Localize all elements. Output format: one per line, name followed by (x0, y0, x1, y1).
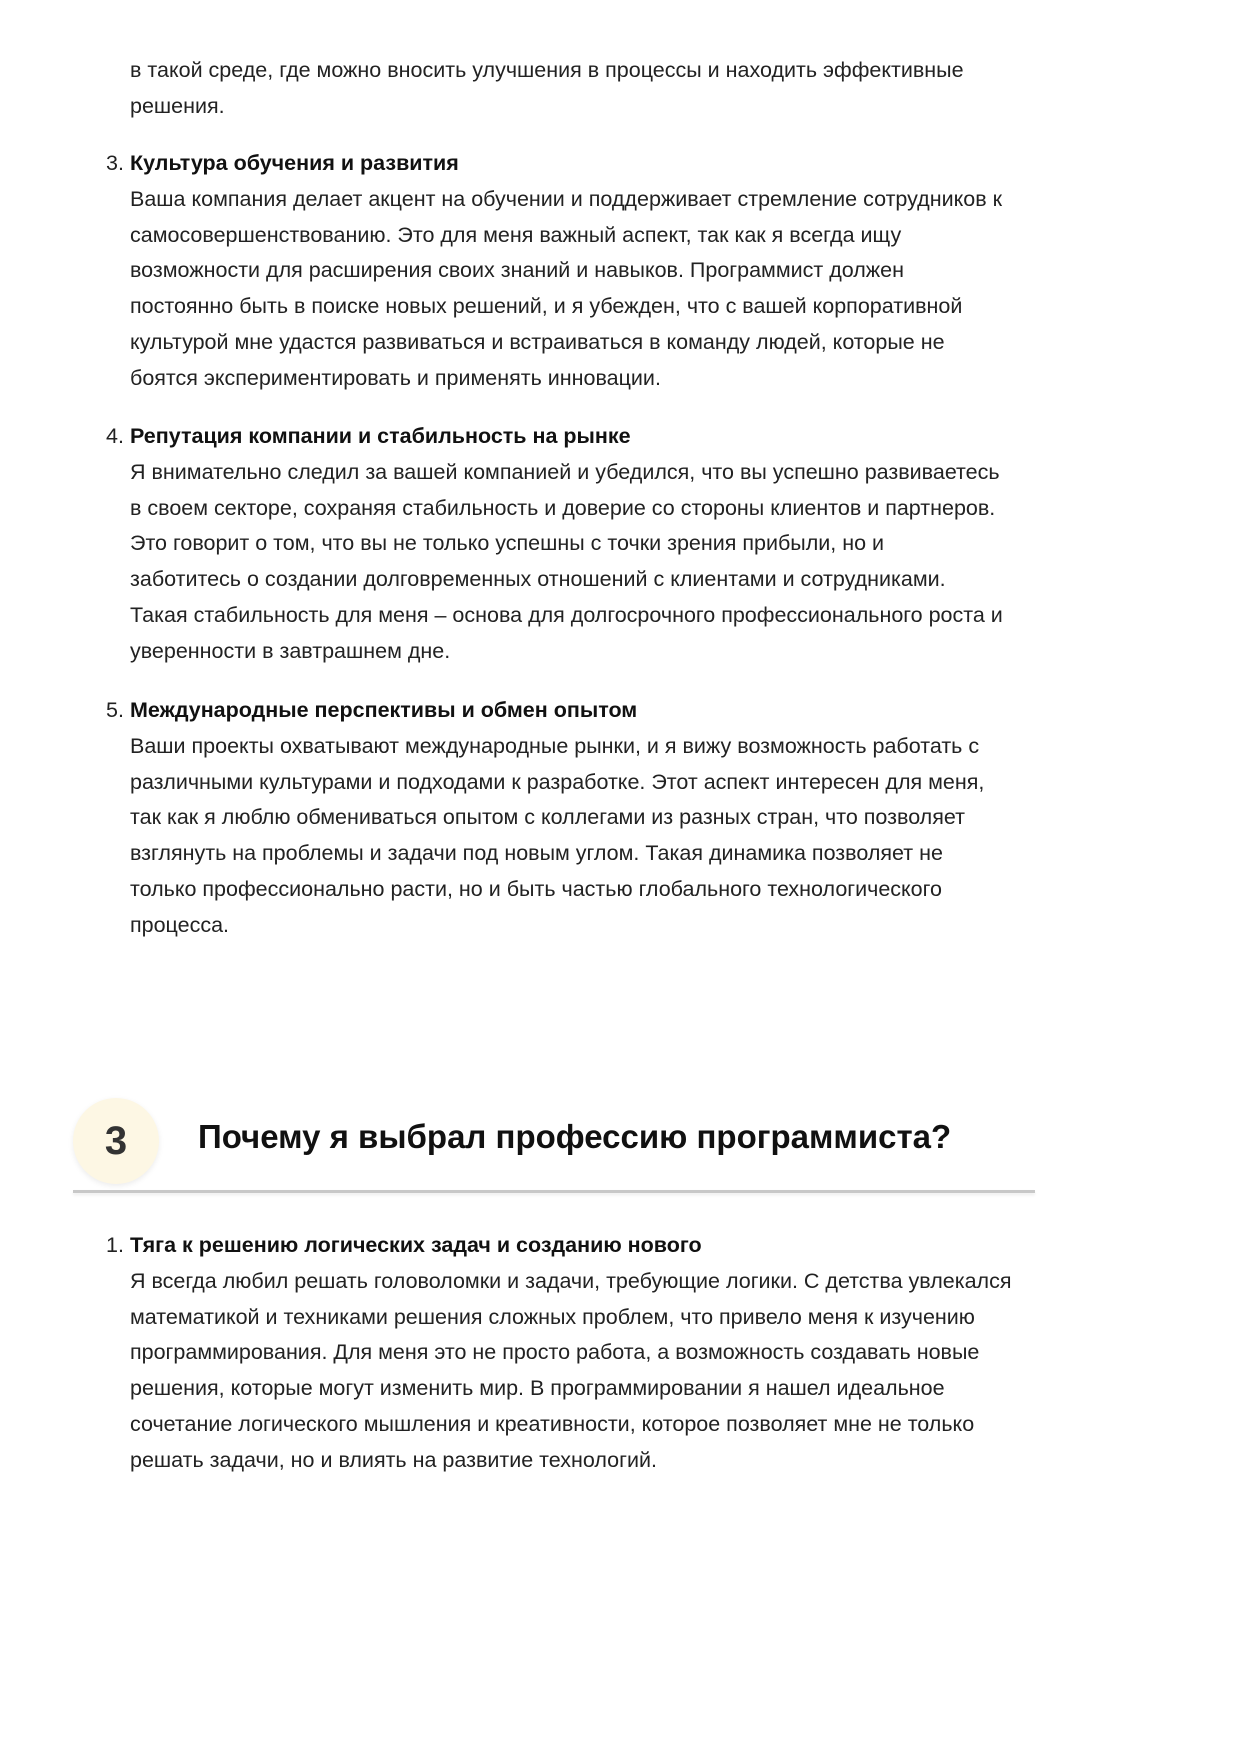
section-number-badge: 3 (73, 1098, 159, 1184)
text-line: Это говорит о том, что вы не только успешны с точки зрения прибыли, но и (130, 531, 885, 556)
list-item-title: Культура обучения и развития (130, 151, 459, 175)
text-line: взглянуть на проблемы и задачи под новым углом. Такая динамика позволяет не (130, 841, 943, 866)
text-line: процесса. (130, 912, 230, 937)
list-item-title: Репутация компании и стабильность на рынке (130, 424, 631, 448)
list-item (106, 1228, 1012, 1479)
list-number: 3. (106, 151, 124, 175)
section-title: Почему я выбрал профессию программиста? (198, 1118, 952, 1155)
text-line: Я всегда любил решать головоломки и задачи, требующие логики. С детства увлекался (130, 1268, 1012, 1293)
text-line: уверенности в завтрашнем дне. (130, 638, 451, 663)
text-line: культурой мне удастся развиваться и встраиваться в команду людей, которые не (130, 329, 945, 354)
text-line: Ваши проекты охватывают международные рынки, и я вижу возможность работать с (130, 733, 980, 758)
text-line: Ваша компания делает акцент на обучении и поддерживает стремление сотрудников к (130, 186, 1003, 211)
text-line: программирования. Для меня это не просто работа, а возможность создавать новые (130, 1340, 980, 1365)
text-line: постоянно быть в поиске новых решений, и я убежден, что с вашей корпоративной (130, 294, 963, 319)
text-line: математикой и техниками решения сложных проблем, что привело меня к изучению (130, 1304, 975, 1329)
text-line: решения, которые могут изменить мир. В программировании я нашел идеальное (130, 1376, 945, 1401)
text-line: только профессионально расти, но и быть частью глобального технологического (130, 876, 942, 901)
list-item-title: Тяга к решению логических задач и созданию нового (130, 1233, 702, 1257)
text-line: решения. (130, 93, 225, 118)
list-number: 5. (106, 698, 124, 722)
text-line: так как я люблю обмениваться опытом с коллегами из разных стран, что позволяет (130, 805, 965, 830)
list-number: 1. (106, 1233, 124, 1257)
text-line: возможности для расширения своих знаний и навыков. Программист должен (130, 258, 904, 283)
text-line: в своем секторе, сохраняя стабильность и доверие со стороны клиентов и партнеров. (130, 495, 996, 520)
text-line: Я внимательно следил за вашей компанией и убедился, что вы успешно развиваетесь (130, 459, 1000, 484)
text-line: Такая стабильность для меня – основа для долгосрочного профессионального роста и (130, 602, 1003, 627)
list-number: 4. (106, 424, 124, 448)
list-item (106, 693, 985, 944)
list-item (106, 146, 1003, 397)
text-line: различными культурами и подходами к разработке. Этот аспект интересен для меня, (130, 769, 985, 794)
list-item-title: Международные перспективы и обмен опытом (130, 698, 638, 722)
intro-paragraph (130, 53, 964, 125)
text-line: в такой среде, где можно вносить улучшения в процессы и находить эффективные (130, 58, 964, 82)
text-line: решать задачи, но и влиять на развитие технологий. (130, 1447, 657, 1472)
text-line: боятся экспериментировать и применять инновации. (130, 365, 661, 390)
list-item (106, 419, 1003, 670)
section-divider (73, 1190, 1035, 1193)
text-line: сочетание логического мышления и креативности, которое позволяет мне не только (130, 1411, 975, 1436)
text-line: заботитесь о создании долговременных отношений с клиентами и сотрудниками. (130, 567, 946, 592)
text-line: самосовершенствованию. Это для меня важный аспект, так как я всегда ищу (130, 222, 902, 247)
